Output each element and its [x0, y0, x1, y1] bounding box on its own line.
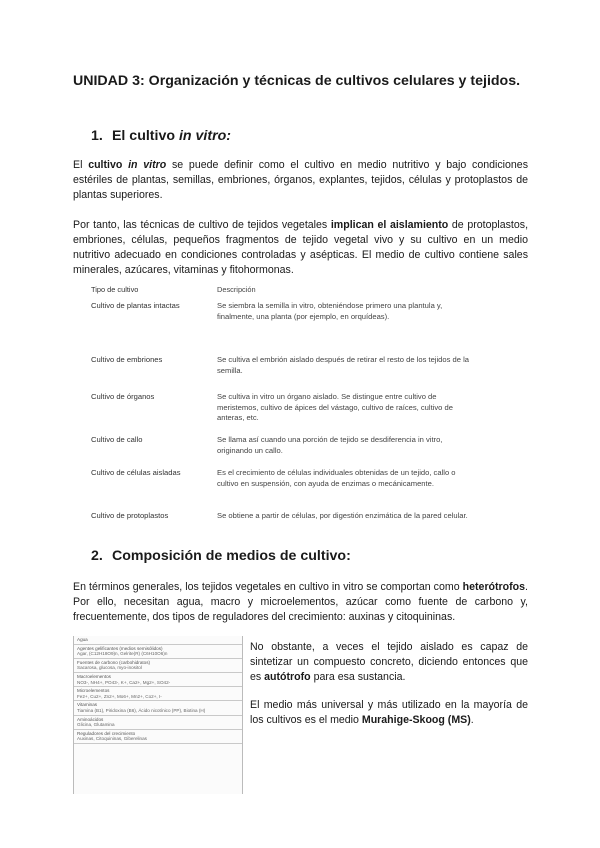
- section-2-heading: [91, 548, 351, 564]
- media-row-title: Vitaminas: [77, 702, 98, 708]
- row-type: Cultivo de embriones: [91, 355, 163, 365]
- row-desc: Se obtiene a partir de células, por digestión enzimática de la pared celular.: [217, 511, 468, 521]
- paragraph-cultivo-definition: [73, 158, 528, 203]
- table-row: [91, 435, 471, 458]
- media-row-title: Agua: [77, 637, 88, 642]
- text-span: El medio más universal y más utilizado en la mayoría de los cultivos es el medio: [250, 699, 528, 726]
- table-row: [91, 468, 471, 501]
- section-1-heading: [91, 128, 231, 144]
- bold-term: implican el aislamiento: [330, 219, 449, 231]
- header-descripcion: Descripción: [217, 285, 256, 294]
- bold-term: autótrofo: [264, 671, 311, 683]
- media-row: [74, 730, 242, 744]
- media-row-detail: Auxinas, Citoquininas, Giberelinas: [77, 736, 147, 742]
- section-2-number: 2.: [91, 548, 103, 564]
- row-desc: Se siembra la semilla in vitro, obteniéndose primero una plantula y, finalmente, una planta (por ejemplo, en orquídeas).: [217, 301, 443, 321]
- media-row: [74, 701, 242, 715]
- paragraph-autotrofo: [250, 640, 528, 685]
- table-header: [91, 285, 471, 301]
- media-composition-table: [73, 636, 243, 794]
- bold-term: heterótrofos: [462, 581, 526, 593]
- table-row: [91, 511, 471, 533]
- table-row: [91, 392, 471, 425]
- row-desc: Es el crecimiento de células individuales obtenidas de un tejido, callo o cultivo en suspensión, con ayuda de enzimas o mecánicamente.: [217, 468, 456, 488]
- section-1-heading-italic: in vitro:: [178, 128, 231, 144]
- text-span: para esa sustancia.: [310, 671, 406, 683]
- media-row-detail: Sacarosa, glucosa, myo-inositol: [77, 665, 142, 671]
- row-type: Cultivo de células aisladas: [91, 468, 181, 478]
- row-desc: Se cultiva in vitro un órgano aislado. Se distingue entre cultivo de meristemos, cultivo de ápices del vástago, cultivo de raíces, cultivo de anteras, etc.: [217, 392, 453, 423]
- media-row-title: Microelementos: [77, 688, 110, 694]
- row-type: Cultivo de órganos: [91, 392, 155, 402]
- table-row: [91, 301, 471, 345]
- media-row-detail: Glicina, Glutamina: [77, 722, 115, 728]
- bold-term: Murahige-Skoog (MS): [361, 714, 471, 726]
- section-1-heading-text: El cultivo: [111, 128, 179, 144]
- header-tipo: Tipo de cultivo: [91, 285, 139, 294]
- page-title: UNIDAD 3: Organización y técnicas de cultivos celulares y tejidos.: [73, 73, 521, 89]
- text-span: El: [73, 159, 89, 171]
- media-row-detail: Tiamina (B1), Piridoxina (B6), Ácido nicotínico (PP), Biotina (H): [77, 707, 206, 713]
- media-row: [74, 716, 242, 730]
- row-type: Cultivo de protoplastos: [91, 511, 169, 521]
- row-type: Cultivo de callo: [91, 435, 143, 445]
- text-span: No obstante, a veces el tejido aislado es capaz de sintetizar un compuesto concreto, diciendo entonces que es: [250, 641, 528, 683]
- paragraph-tecnicas: [73, 218, 528, 278]
- row-desc: Se cultiva el embrión aislado después de retirar el resto de los tejidos de la semilla.: [217, 355, 469, 375]
- media-row: [74, 636, 242, 645]
- text-span: de protoplastos, embriones, células, pequeños fragmentos de tejido vegetal vivo y su cultivo en un medio nutritivo adecuado en condiciones controladas y asépticas. El medio de cultivo contiene sales minerales, azúcares, vitaminas y fitohormonas.: [73, 219, 529, 276]
- media-row-detail: Fe2+, Cu2+, Zn2+, Mo6+, Mn2+, Co2+, I-: [77, 693, 162, 699]
- media-row-detail: NO3-, NH4+, PO43-, K+, Ca2+, Mg2+, SO42-: [77, 679, 171, 685]
- bold-italic-term: in vitro: [128, 159, 167, 171]
- media-row-title: Macroelementos: [77, 673, 111, 679]
- text-span: . Por ello, necesitan agua, macro y microelementos, azúcar como fuente de carbono y, frecuentemente, dos tipos de reguladores del crecimiento: auxinas y citoquininas.: [73, 581, 528, 623]
- text-span: se puede definir como el cultivo en medio nutritivo y bajo condiciones estériles de plantas, semillas, embriones, órganos, explantes, tejidos, células y protoplastos de plantas superiores.: [73, 159, 528, 201]
- media-row-title: Agentes gelificantes (medios semisólidos): [77, 645, 163, 651]
- text-span: .: [470, 714, 474, 726]
- media-row-detail: Agar, (C12H18O9)n, Gelrite(R) (C6H10O6)n: [77, 651, 168, 657]
- row-desc: Se llama así cuando una porción de tejido se desdiferencia in vitro, originando un callo.: [217, 435, 443, 455]
- text-span: Por tanto, las técnicas de cultivo de tejidos vegetales: [73, 219, 331, 231]
- media-row: [74, 673, 242, 687]
- culture-types-table: [91, 285, 471, 543]
- media-row-title: Aminoácidos: [77, 716, 104, 722]
- row-type: Cultivo de plantas intactas: [91, 301, 180, 311]
- media-row: [74, 645, 242, 659]
- media-row-title: Reguladores del crecimiento: [77, 730, 136, 736]
- text-span: En términos generales, los tejidos vegetales en cultivo in vitro se comportan como: [73, 581, 463, 593]
- paragraph-heterotrofos: [73, 580, 528, 625]
- paragraph-medio-ms: [250, 698, 528, 728]
- media-row-title: Fuentes de carbono (carbohidratos): [77, 659, 151, 665]
- table-row: [91, 355, 471, 382]
- media-row: [74, 687, 242, 701]
- section-1-number: 1.: [91, 128, 103, 144]
- bold-term: cultivo: [88, 159, 129, 171]
- section-2-heading-text: Composición de medios de cultivo:: [111, 548, 351, 564]
- media-row: [74, 659, 242, 673]
